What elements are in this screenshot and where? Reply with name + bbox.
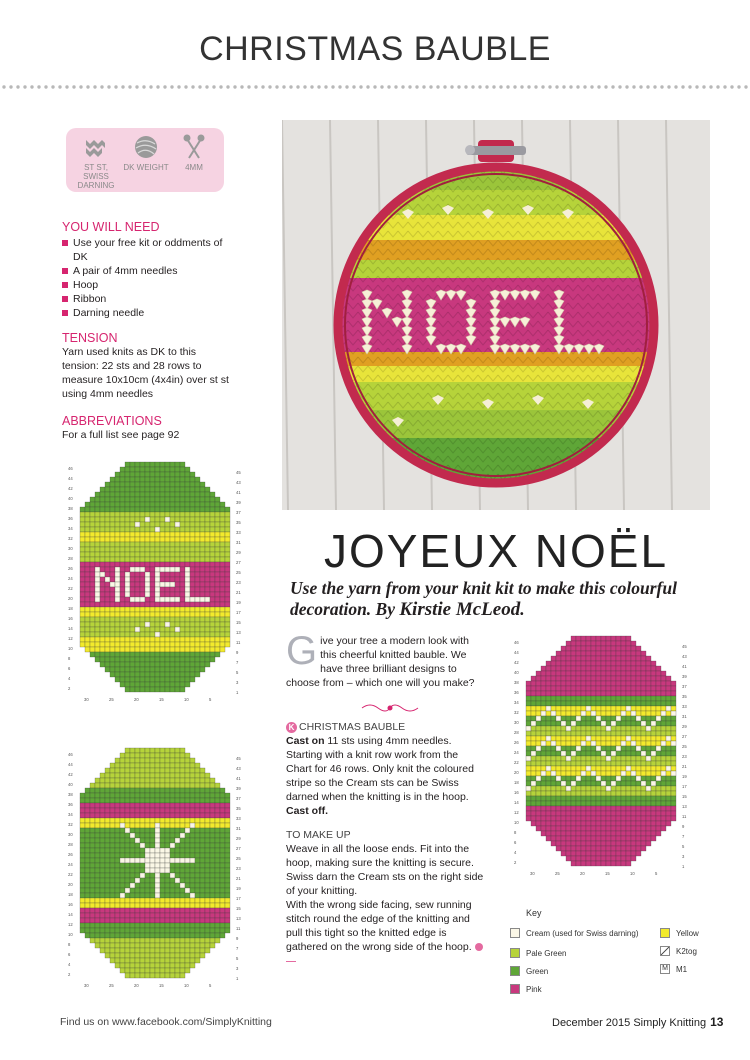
chart-row-label: 14 bbox=[514, 800, 519, 805]
chart-row-label: 25 bbox=[682, 744, 687, 749]
chart-row-label: 35 bbox=[236, 520, 241, 525]
chart-row-label: 17 bbox=[682, 784, 687, 789]
knitting-stitch-icon bbox=[83, 134, 109, 160]
dotted-divider bbox=[0, 84, 750, 90]
make-up-heading: TO MAKE UP bbox=[286, 829, 351, 841]
chart-row-label: 11 bbox=[682, 814, 687, 819]
chart-row-label: 18 bbox=[514, 780, 519, 785]
chart-col-label: 30 bbox=[84, 983, 89, 988]
chart-row-label: 45 bbox=[236, 470, 241, 475]
chart-row-label: 5 bbox=[682, 844, 685, 849]
chart-row-label: 15 bbox=[682, 794, 687, 799]
chart-row-label: 33 bbox=[236, 530, 241, 535]
article-headline: JOYEUX NOËL bbox=[323, 525, 669, 577]
list-item: Hoop bbox=[62, 278, 232, 292]
make-up-paragraph-2: Swiss darn the Cream sts on the right side of your knitting. bbox=[286, 871, 484, 897]
chart-row-label: 13 bbox=[236, 630, 241, 635]
chart-row-label: 39 bbox=[682, 674, 687, 679]
chart-row-label: 7 bbox=[682, 834, 685, 839]
chart-row-label: 12 bbox=[514, 810, 519, 815]
chart-col-label: 5 bbox=[209, 983, 212, 988]
chart-row-label: 40 bbox=[68, 496, 73, 501]
yarn-ball-icon bbox=[133, 134, 159, 160]
chart-row-label: 36 bbox=[68, 516, 73, 521]
chart-col-label: 10 bbox=[630, 871, 635, 876]
chart-row-label: 41 bbox=[682, 664, 687, 669]
m1-symbol-icon: M bbox=[660, 964, 670, 974]
chart-row-label: 34 bbox=[514, 700, 519, 705]
chart-row-label: 30 bbox=[68, 546, 73, 551]
footer-issue: December 2015 Simply Knitting 13 bbox=[552, 1015, 724, 1029]
tension-text: Yarn used knits as DK to this tension: 22 sts and 28 rows to measure 10x10cm (4x4in) over st st using 4mm needles bbox=[62, 346, 229, 400]
chart-row-label: 6 bbox=[514, 840, 517, 845]
chart-row-label: 38 bbox=[68, 506, 73, 511]
chart-row-label: 46 bbox=[68, 752, 73, 757]
chart-row-label: 42 bbox=[68, 486, 73, 491]
chart-row-label: 7 bbox=[236, 660, 239, 665]
key-item-pale-green: Pale Green bbox=[510, 948, 566, 958]
cast-on-paragraph: Cast on 11 sts using 4mm needles. Starting with a knit row work from the Chart for 46 rows. Only knit the coloured stripe so the Cream sts can be Swiss darned when the knitting is in the hoop. bbox=[286, 735, 474, 803]
chart-row-label: 1 bbox=[236, 976, 239, 981]
make-up-paragraph-1: Weave in all the loose ends. Fit into the hoop, making sure the knitting is secure. bbox=[286, 843, 474, 869]
chart-row-label: 12 bbox=[68, 922, 73, 927]
chart-row-label: 38 bbox=[68, 792, 73, 797]
list-item: Ribbon bbox=[62, 292, 232, 306]
key-heading: Key bbox=[526, 908, 542, 918]
chart-row-label: 6 bbox=[68, 666, 71, 671]
knit-kit-badge-icon: K bbox=[286, 722, 297, 733]
chart-row-label: 20 bbox=[514, 770, 519, 775]
chart-row-label: 46 bbox=[68, 466, 73, 471]
chart-row-label: 4 bbox=[68, 962, 71, 967]
chart-row-label: 34 bbox=[68, 812, 73, 817]
chart-row-label: 23 bbox=[236, 580, 241, 585]
chart-row-label: 42 bbox=[514, 660, 519, 665]
chart-row-label: 26 bbox=[68, 852, 73, 857]
chart-col-label: 25 bbox=[109, 697, 114, 702]
chart-row-label: 14 bbox=[68, 912, 73, 917]
chart-row-label: 44 bbox=[68, 762, 73, 767]
chart-row-label: 37 bbox=[236, 510, 241, 515]
chart-row-label: 36 bbox=[514, 690, 519, 695]
chart-row-label: 15 bbox=[236, 620, 241, 625]
list-item: Darning needle bbox=[62, 306, 232, 320]
chart-row-label: 27 bbox=[682, 734, 687, 739]
chart-row-label: 45 bbox=[236, 756, 241, 761]
k2tog-symbol-icon bbox=[660, 946, 670, 956]
chart-row-label: 9 bbox=[236, 936, 239, 941]
abbreviations-heading: ABBREVIATIONS bbox=[62, 414, 162, 428]
spec-stitch-label: ST ST, SWISS DARNING bbox=[77, 163, 115, 190]
chart-row-label: 17 bbox=[236, 610, 241, 615]
chart-row-label: 2 bbox=[68, 972, 71, 977]
chart-row-label: 37 bbox=[682, 684, 687, 689]
chart-row-label: 22 bbox=[68, 872, 73, 877]
chart-zigzag bbox=[506, 630, 712, 892]
chart-row-label: 43 bbox=[236, 766, 241, 771]
key-item-k2tog: K2tog bbox=[660, 946, 697, 956]
chart-row-label: 29 bbox=[682, 724, 687, 729]
chart-row-label: 27 bbox=[236, 846, 241, 851]
chart-row-label: 38 bbox=[514, 680, 519, 685]
chart-row-label: 41 bbox=[236, 490, 241, 495]
chart-row-label: 16 bbox=[68, 616, 73, 621]
chart-row-label: 31 bbox=[236, 540, 241, 545]
chart-row-label: 37 bbox=[236, 796, 241, 801]
chart-row-label: 3 bbox=[682, 854, 685, 859]
chart-grid bbox=[80, 462, 230, 692]
chart-col-label: 15 bbox=[159, 983, 164, 988]
chart-row-label: 24 bbox=[68, 576, 73, 581]
flourish-ornament-icon bbox=[360, 702, 420, 714]
chart-col-label: 10 bbox=[184, 697, 189, 702]
chart-row-label: 2 bbox=[514, 860, 517, 865]
chart-row-label: 3 bbox=[236, 680, 239, 685]
chart-row-label: 26 bbox=[514, 740, 519, 745]
list-item: A pair of 4mm needles bbox=[62, 264, 232, 278]
chart-row-label: 21 bbox=[236, 876, 241, 881]
chart-col-label: 5 bbox=[209, 697, 212, 702]
key-item-cream: Cream (used for Swiss darning) bbox=[510, 928, 638, 938]
end-mark-yarn-icon bbox=[475, 943, 483, 951]
chart-row-label: 10 bbox=[68, 932, 73, 937]
chart-row-label: 32 bbox=[68, 536, 73, 541]
spec-weight-label: DK WEIGHT bbox=[123, 163, 169, 172]
chart-row-label: 22 bbox=[68, 586, 73, 591]
abbreviations-text: For a full list see page 92 bbox=[62, 429, 180, 441]
chart-row-label: 31 bbox=[682, 714, 687, 719]
chart-row-label: 46 bbox=[514, 640, 519, 645]
chart-row-label: 9 bbox=[682, 824, 685, 829]
drop-cap: G bbox=[286, 629, 318, 673]
chart-row-label: 25 bbox=[236, 570, 241, 575]
chart-row-label: 28 bbox=[514, 730, 519, 735]
chart-row-label: 19 bbox=[682, 774, 687, 779]
chart-col-label: 5 bbox=[655, 871, 658, 876]
chart-row-label: 28 bbox=[68, 842, 73, 847]
spec-weight bbox=[122, 134, 170, 172]
chart-row-label: 5 bbox=[236, 670, 239, 675]
chart-row-label: 43 bbox=[682, 654, 687, 659]
bauble-photo bbox=[282, 120, 710, 510]
chart-row-label: 3 bbox=[236, 966, 239, 971]
chart-row-label: 43 bbox=[236, 480, 241, 485]
chart-row-label: 4 bbox=[514, 850, 517, 855]
pattern-heading: K CHRISTMAS BAUBLE bbox=[286, 720, 486, 734]
chart-row-label: 10 bbox=[514, 820, 519, 825]
chart-row-label: 4 bbox=[68, 676, 71, 681]
chart-row-label: 24 bbox=[68, 862, 73, 867]
chart-row-label: 20 bbox=[68, 596, 73, 601]
chart-snowflake bbox=[60, 742, 266, 1004]
intro-paragraph: Give your tree a modern look with this cheerful knitted bauble. We have three brilliant designs to choose from – which one will you make? bbox=[286, 629, 475, 689]
chart-row-label: 33 bbox=[236, 816, 241, 821]
abbreviations-section bbox=[62, 414, 232, 442]
tension-heading: TENSION bbox=[62, 331, 118, 345]
author-name: Kirstie McLeod bbox=[399, 599, 521, 620]
chart-row-label: 15 bbox=[236, 906, 241, 911]
page-number: 13 bbox=[710, 1015, 724, 1029]
chart-row-label: 8 bbox=[68, 942, 71, 947]
chart-row-label: 1 bbox=[236, 690, 239, 695]
chart-row-label: 16 bbox=[68, 902, 73, 907]
chart-row-label: 20 bbox=[68, 882, 73, 887]
chart-row-label: 13 bbox=[682, 804, 687, 809]
chart-row-label: 30 bbox=[68, 832, 73, 837]
chart-row-label: 44 bbox=[68, 476, 73, 481]
chart-row-label: 26 bbox=[68, 566, 73, 571]
footer-social-link[interactable]: Find us on www.facebook.com/SimplyKnitting bbox=[60, 1016, 272, 1028]
key-item-m1: M M1 bbox=[660, 964, 687, 974]
chart-row-label: 35 bbox=[236, 806, 241, 811]
chart-row-label: 22 bbox=[514, 760, 519, 765]
chart-row-label: 44 bbox=[514, 650, 519, 655]
chart-row-label: 12 bbox=[68, 636, 73, 641]
chart-col-label: 30 bbox=[530, 871, 535, 876]
chart-col-label: 20 bbox=[134, 697, 139, 702]
chart-row-label: 8 bbox=[514, 830, 517, 835]
chart-row-label: 17 bbox=[236, 896, 241, 901]
chart-row-label: 35 bbox=[682, 694, 687, 699]
pattern-section bbox=[286, 720, 486, 968]
chart-row-label: 9 bbox=[236, 650, 239, 655]
chart-col-label: 25 bbox=[109, 983, 114, 988]
chart-row-label: 42 bbox=[68, 772, 73, 777]
chart-row-label: 6 bbox=[68, 952, 71, 957]
chart-row-label: 36 bbox=[68, 802, 73, 807]
you-will-need-list bbox=[62, 236, 232, 320]
page-title: CHRISTMAS BAUBLE bbox=[199, 30, 551, 68]
chart-col-label: 10 bbox=[184, 983, 189, 988]
chart-row-label: 39 bbox=[236, 500, 241, 505]
chart-row-label: 32 bbox=[68, 822, 73, 827]
chart-row-label: 8 bbox=[68, 656, 71, 661]
key-item-yellow: Yellow bbox=[660, 928, 699, 938]
chart-row-label: 23 bbox=[682, 754, 687, 759]
chart-row-label: 10 bbox=[68, 646, 73, 651]
chart-row-label: 18 bbox=[68, 892, 73, 897]
chart-row-label: 41 bbox=[236, 776, 241, 781]
chart-row-label: 25 bbox=[236, 856, 241, 861]
chart-row-label: 11 bbox=[236, 926, 241, 931]
chart-row-label: 2 bbox=[68, 686, 71, 691]
spec-stitch bbox=[72, 134, 120, 190]
chart-row-label: 7 bbox=[236, 946, 239, 951]
chart-col-label: 20 bbox=[580, 871, 585, 876]
chart-col-label: 25 bbox=[555, 871, 560, 876]
chart-col-label: 20 bbox=[134, 983, 139, 988]
chart-row-label: 33 bbox=[682, 704, 687, 709]
chart-row-label: 14 bbox=[68, 626, 73, 631]
chart-row-label: 28 bbox=[68, 556, 73, 561]
make-up-paragraph-3: With the wrong side facing, sew running stitch round the edge of the knitting and pull this tight so the knitted edge is gathered on the wrong side of the hoop. bbox=[286, 898, 486, 968]
chart-grid bbox=[526, 636, 676, 866]
chart-row-label: 18 bbox=[68, 606, 73, 611]
chart-col-label: 15 bbox=[159, 697, 164, 702]
chart-row-label: 16 bbox=[514, 790, 519, 795]
tension-section bbox=[62, 331, 232, 401]
you-will-need-section bbox=[62, 220, 232, 320]
chart-row-label: 13 bbox=[236, 916, 241, 921]
chart-row-label: 21 bbox=[682, 764, 687, 769]
key-item-green: Green bbox=[510, 966, 548, 976]
chart-row-label: 40 bbox=[514, 670, 519, 675]
chart-row-label: 19 bbox=[236, 886, 241, 891]
needles-icon bbox=[181, 134, 207, 160]
chart-row-label: 40 bbox=[68, 782, 73, 787]
chart-row-label: 34 bbox=[68, 526, 73, 531]
list-item: Use your free kit or oddments of DK bbox=[62, 236, 232, 264]
chart-row-label: 39 bbox=[236, 786, 241, 791]
spec-needles bbox=[170, 134, 218, 172]
chart-row-label: 31 bbox=[236, 826, 241, 831]
chart-row-label: 32 bbox=[514, 710, 519, 715]
chart-row-label: 24 bbox=[514, 750, 519, 755]
chart-row-label: 5 bbox=[236, 956, 239, 961]
chart-col-label: 15 bbox=[605, 871, 610, 876]
chart-row-label: 29 bbox=[236, 836, 241, 841]
you-will-need-heading: YOU WILL NEED bbox=[62, 220, 160, 234]
chart-noel bbox=[60, 456, 266, 718]
chart-row-label: 19 bbox=[236, 600, 241, 605]
chart-row-label: 23 bbox=[236, 866, 241, 871]
cast-off-line: Cast off. bbox=[286, 805, 328, 817]
spec-box bbox=[66, 128, 224, 192]
chart-row-label: 27 bbox=[236, 560, 241, 565]
article-subtitle: Use the yarn from your knit kit to make this colourful decoration. By Kirstie McLeod. bbox=[290, 578, 677, 620]
key-item-pink: Pink bbox=[510, 984, 542, 994]
chart-row-label: 21 bbox=[236, 590, 241, 595]
chart-col-label: 30 bbox=[84, 697, 89, 702]
spec-needles-label: 4MM bbox=[185, 163, 203, 172]
chart-row-label: 45 bbox=[682, 644, 687, 649]
chart-row-label: 29 bbox=[236, 550, 241, 555]
chart-row-label: 1 bbox=[682, 864, 685, 869]
chart-row-label: 30 bbox=[514, 720, 519, 725]
chart-row-label: 11 bbox=[236, 640, 241, 645]
chart-grid bbox=[80, 748, 230, 978]
